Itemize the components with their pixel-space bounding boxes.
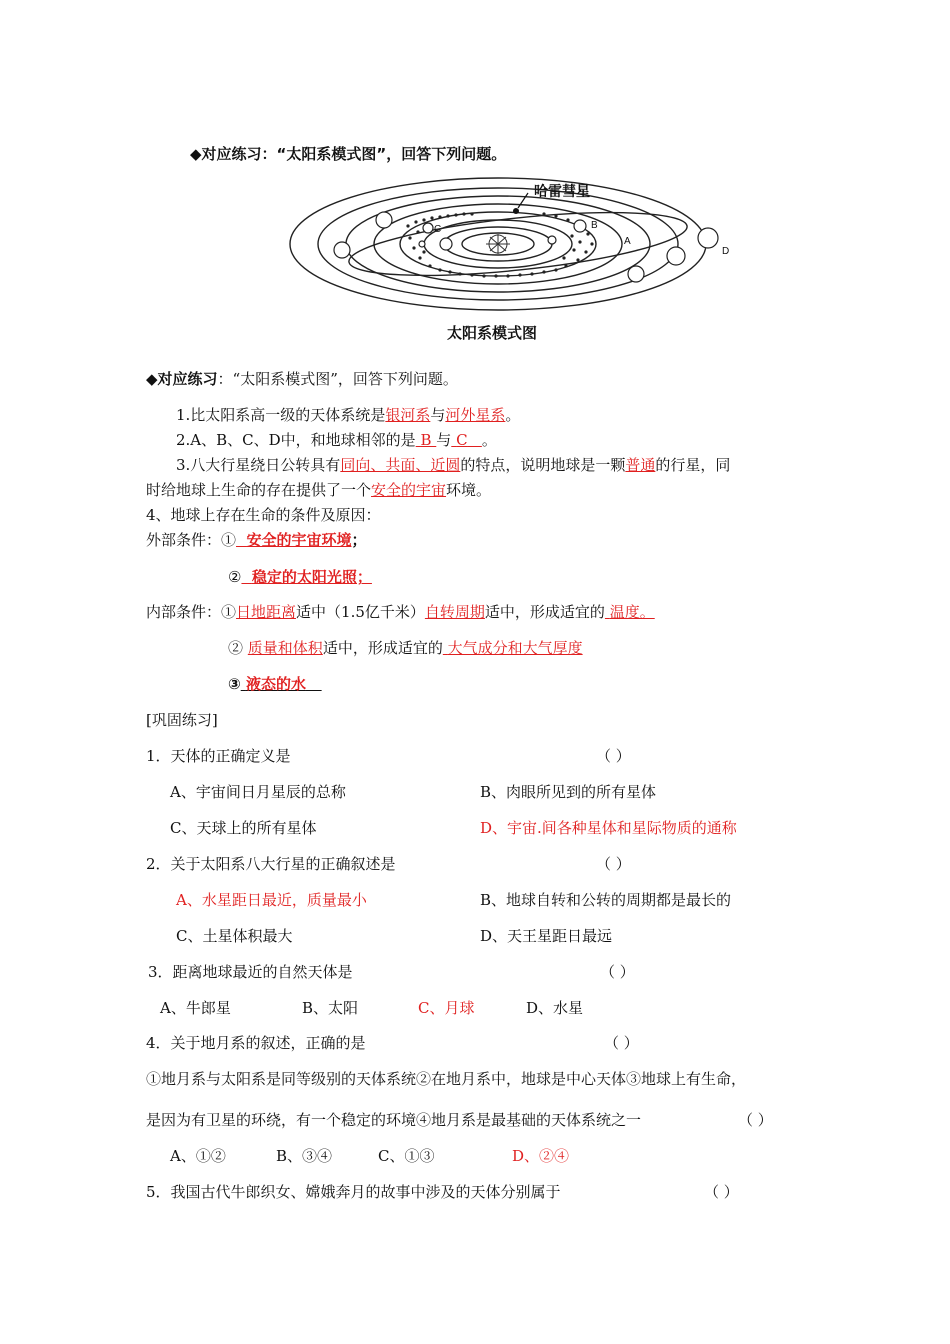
planet [628,266,644,282]
question-5-stem: 5．我国古代牛郎织女、嫦娥奔月的故事中涉及的天体分别属于 [146,1183,561,1201]
answer-blank: 日地距离 [236,603,297,621]
q3-option-a: A、牛郎星 [160,999,231,1017]
answer-blank: 稳定的太阳光照； [251,568,372,586]
exercise-q3-line2: 时给地球上生命的存在提供了一个安全的宇宙环境。 [146,481,492,499]
answer-blank: C [456,431,468,449]
answer-paren: （ ） [738,1111,773,1129]
answer-blank: 安全的宇宙环境 [246,531,352,549]
exercise-q3-line1: 3.八大行星绕日公转具有同向、共面、近圆的特点，说明地球是一颗普通的行星，同 [176,456,731,474]
planet [376,212,392,228]
planet [548,236,556,244]
solar-system-diagram [288,166,728,346]
answer-paren: （ ） [704,1183,739,1201]
point-label-c: C [434,224,442,235]
q2-option-a: A、水星距日最近，质量最小 [176,891,367,909]
answer-paren: （ ） [600,963,635,981]
answer-blank: 大气成分和大气厚度 [447,639,583,657]
q3-option-b: B、太阳 [302,999,359,1017]
exercise-q2: 2.A、B、C、D中，和地球相邻的是 B 与 C 。 [176,431,497,449]
q4-option-c: C、①③ [378,1147,435,1165]
question-2-stem: 2．关于太阳系八大行星的正确叙述是 [146,855,396,873]
question-1-stem: 1．天体的正确定义是 [146,747,291,765]
exercise-q4-title: 4、地球上存在生命的条件及原因： [146,506,381,524]
q2-option-d: D、天王星距日最远 [480,927,613,945]
question-4-stem: 4．关于地月系的叙述，正确的是 [146,1034,366,1052]
outer-condition-1: 外部条件：① 安全的宇宙环境； [146,531,367,549]
q2-option-b: B、地球自转和公转的周期都是最长的 [480,891,732,909]
planet [334,242,350,258]
q3-option-c: C、月球 [418,999,475,1017]
answer-paren: （ ） [596,855,631,873]
halley-comet-dot [513,208,519,214]
figure-top-title: ◆对应练习：“太阳系模式图”，回答下列问题。 [190,145,507,163]
answer-blank: 液态的水 [245,675,306,693]
planet [667,247,685,265]
q1-option-a: A、宇宙间日月星辰的总称 [170,783,346,801]
q4-option-b: B、③④ [276,1147,333,1165]
exercise-heading [146,368,458,389]
planet-c [423,223,433,233]
q3-option-d: D、水星 [526,999,584,1017]
halley-comet-pointer [518,193,528,208]
answer-blank: 温度。 [609,603,655,621]
q4-option-a: A、①② [170,1147,226,1165]
sun [486,234,510,254]
question-4-line3: 是因为有卫星的环绕，有一个稳定的环境④地月系是最基础的天体系统之一 [146,1111,642,1129]
outer-condition-2: ② 稳定的太阳光照； [228,568,372,586]
answer-blank: 质量和体积 [247,639,323,657]
exercise-q1: 1.比太阳系高一级的天体系统是银河系与河外星系。 [176,406,521,424]
planet [419,241,425,247]
answer-blank: 同向、共面、近圆 [340,456,461,474]
exercise-heading-bold: ◆对应练习 [146,370,218,388]
point-label-b: B [591,220,598,231]
answer-blank: 河外星系 [445,406,506,424]
inner-condition-2: ② 质量和体积适中，形成适宜的 大气成分和大气厚度 [228,639,583,657]
question-3-stem: 3．距离地球最近的自然天体是 [148,963,353,981]
point-label-a: A [624,236,631,247]
consolidation-heading: [巩固练习] [146,711,218,729]
planet-b [574,220,586,232]
point-label-d: D [722,246,730,257]
answer-blank: 自转周期 [424,603,485,621]
answer-blank: 银河系 [385,406,431,424]
planet-d [698,228,718,248]
q1-option-c: C、天球上的所有星体 [170,819,317,837]
halley-comet-label: 哈雷彗星 [534,184,590,200]
q2-option-c: C、土星体积最大 [176,927,293,945]
exercise-heading-rest: ：“太阳系模式图”，回答下列问题。 [217,370,458,388]
answer-blank: 安全的宇宙 [371,481,447,499]
q1-option-b: B、肉眼所见到的所有星体 [480,783,657,801]
inner-condition-1: 内部条件：①日地距离适中（1.5亿千米）自转周期适中，形成适宜的 温度。 [146,603,655,621]
inner-condition-3: ③ 液态的水 [228,673,322,694]
planet [440,238,452,250]
q1-option-d: D、宇宙.间各种星体和星际物质的通称 [480,819,737,837]
q4-option-d: D、②④ [512,1147,570,1165]
answer-blank: B [420,431,432,449]
answer-blank: 普通 [625,456,656,474]
answer-paren: （ ） [596,747,631,765]
figure-caption: 太阳系模式图 [447,324,538,342]
question-4-line2: ①地月系与太阳系是同等级别的天体系统②在地月系中，地球是中心天体③地球上有生命， [146,1070,747,1088]
answer-paren: （ ） [604,1034,639,1052]
